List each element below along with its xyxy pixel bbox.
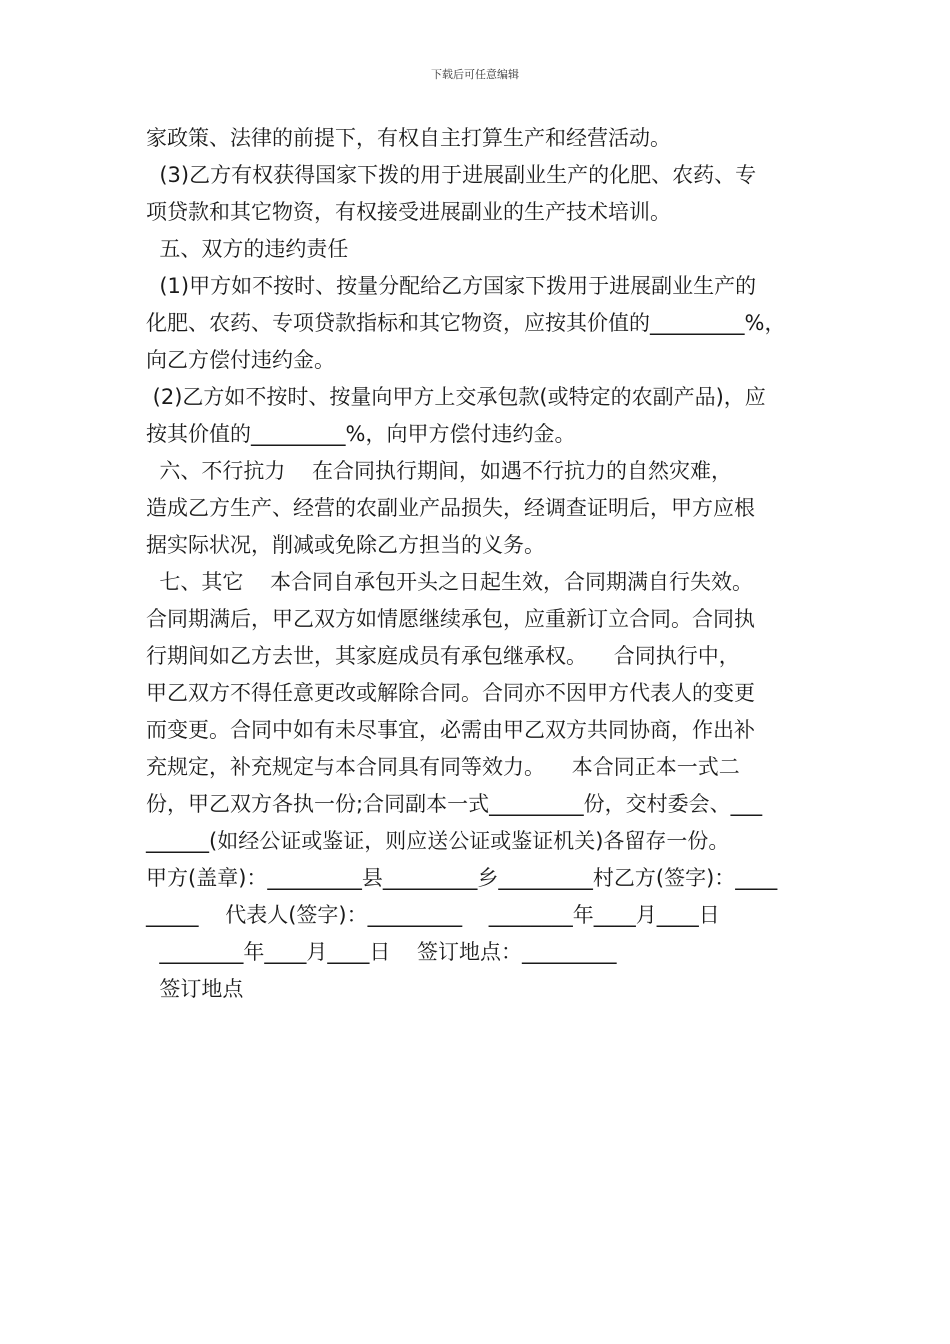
body-line: 充规定，补充规定与本合同具有同等效力。 本合同正本一式二 bbox=[146, 755, 740, 779]
body-line: (3)乙方有权获得国家下拨的用于进展副业生产的化肥、农药、专 bbox=[146, 163, 757, 187]
body-line: 据实际状况，削减或免除乙方担当的义务。 bbox=[146, 533, 545, 557]
body-line: (1)甲方如不按时、按量分配给乙方国家下拨用于进展副业生产的 bbox=[146, 274, 757, 298]
section-force-majeure: 六、不行抗力 在合同执行期间，如遇不行抗力的自然灾难， bbox=[146, 459, 733, 483]
body-line: (2)乙方如不按时、按量向甲方上交承包款(或特定的农副产品)，应 bbox=[146, 385, 766, 409]
body-line: 份，甲乙双方各执一份;合同副本一式_________份，交村委会、___ bbox=[146, 792, 763, 816]
body-line: 甲乙双方不得任意更改或解除合同。合同亦不因甲方代表人的变更 bbox=[146, 681, 755, 705]
contract-body bbox=[146, 120, 826, 1008]
section-other: 七、其它 本合同自承包开头之日起生效，合同期满自行失效。 bbox=[146, 570, 754, 594]
body-line: 项贷款和其它物资，有权接受进展副业的生产技术培训。 bbox=[146, 200, 671, 224]
signature-line: ________年____月____日 签订地点：_________ bbox=[146, 940, 617, 964]
body-line: 向乙方偿付违约金。 bbox=[146, 348, 335, 372]
body-line: 行期间如乙方去世，其家庭成员有承包继承权。 合同执行中， bbox=[146, 644, 740, 668]
body-line: 合同期满后，甲乙双方如情愿继续承包，应重新订立合同。合同执 bbox=[146, 607, 755, 631]
signing-place-line: 签订地点 bbox=[146, 977, 244, 1001]
body-line: 化肥、农药、专项贷款指标和其它物资，应按其价值的_________%， bbox=[146, 311, 786, 335]
header-note: 下载后可任意编辑 bbox=[431, 68, 519, 81]
section-heading-breach: 五、双方的违约责任 bbox=[146, 237, 349, 261]
signature-line: 甲方(盖章)：_________县_________乡_________村乙方(签字)：____ bbox=[146, 866, 778, 890]
body-line: 造成乙方生产、经营的农副业产品损失，经调查证明后，甲方应根 bbox=[146, 496, 755, 520]
body-line: 而变更。合同中如有未尽事宜，必需由甲乙双方共同协商，作出补 bbox=[146, 718, 755, 742]
body-line: 按其价值的_________%，向甲方偿付违约金。 bbox=[146, 422, 576, 446]
body-line: 家政策、法律的前提下，有权自主打算生产和经营活动。 bbox=[146, 126, 671, 150]
body-line: ______(如经公证或鉴证，则应送公证或鉴证机关)各留存一份。 bbox=[146, 829, 730, 853]
signature-line: _____ 代表人(签字)：_________ ________年____月____日 bbox=[146, 903, 720, 927]
